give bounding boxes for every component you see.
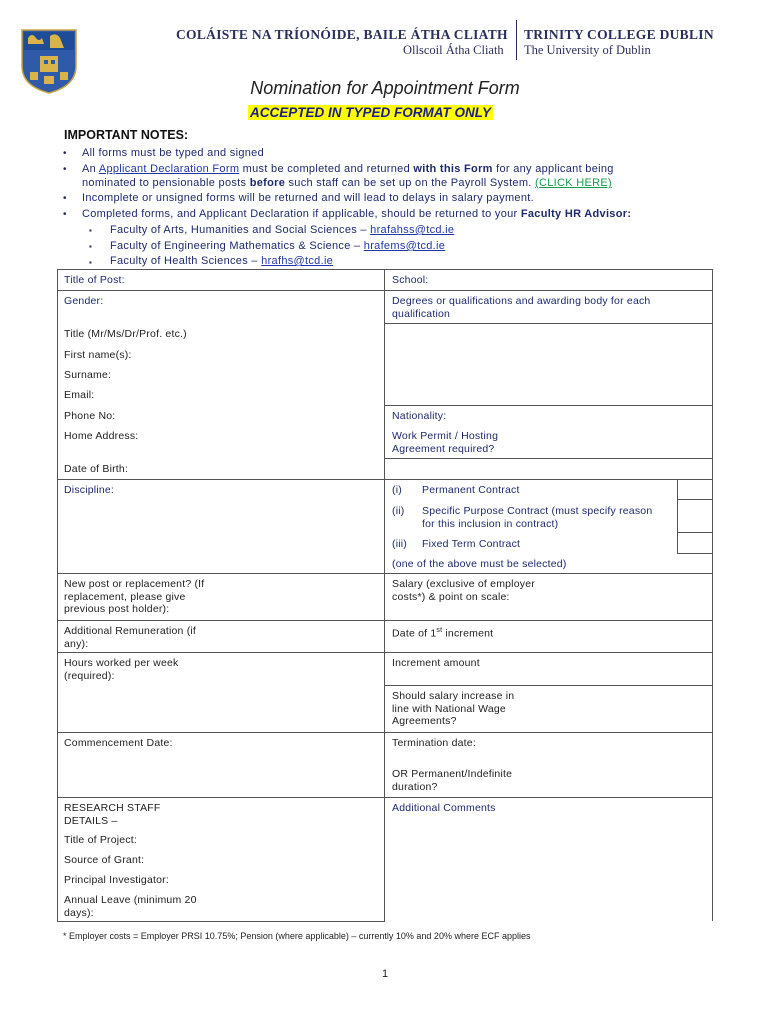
applicant-declaration-link[interactable]: Applicant Declaration Form: [98, 163, 240, 175]
important-notes-heading: IMPORTANT NOTES:: [64, 128, 189, 142]
home-address-label: Home Address:: [64, 430, 139, 442]
note-submit: Completed forms, and Applicant Declaration if applicable, should be returned to your Faculty HR Advisor:: [82, 208, 632, 220]
page-title: Nomination for Appointment Form: [250, 78, 520, 98]
page-number: 1: [381, 968, 389, 980]
note-declaration-cont: nominated to pensionable posts before such staff can be set up on the Payroll System. (CLICK HERE): [82, 177, 612, 189]
bullet-icon: •: [63, 148, 67, 159]
termination-label: Termination date:: [392, 737, 476, 749]
faculty-hs: Faculty of Health Sciences – hrafhs@tcd.ie: [110, 255, 334, 267]
project-title-label: Title of Project:: [64, 834, 138, 846]
specific-purpose-label: Specific Purpose Contract (must specify reason for this inclusion in contract): [422, 505, 653, 530]
contract-iii-num: (iii): [392, 538, 407, 550]
gender-label: Gender:: [64, 295, 104, 307]
email-link-hs[interactable]: hrafhs@tcd.ie: [261, 255, 334, 267]
contract-ii-num: (ii): [392, 505, 405, 517]
permanent-contract-label: Permanent Contract: [422, 484, 520, 496]
bullet-icon: •: [63, 209, 67, 220]
research-staff-label: RESEARCH STAFF DETAILS –: [64, 802, 161, 827]
typed-format-notice: ACCEPTED IN TYPED FORMAT ONLY: [250, 105, 492, 120]
note-typed-signed: All forms must be typed and signed: [82, 147, 265, 159]
annual-leave-label: Annual Leave (minimum 20 days):: [64, 894, 197, 919]
additional-comments-label: Additional Comments: [392, 802, 496, 814]
contract-i-num: (i): [392, 484, 402, 496]
title-of-post-label: Title of Post:: [64, 274, 125, 286]
irish-college-name: COLÁISTE NA TRÍONÓIDE, BAILE ÁTHA CLIATH: [176, 27, 508, 42]
commencement-label: Commencement Date:: [64, 737, 173, 749]
faculty-ahss: Faculty of Arts, Humanities and Social Sciences – hrafahss@tcd.ie: [110, 224, 455, 236]
bullet-icon: •: [63, 193, 67, 204]
checkbox-specific-purpose[interactable]: [678, 500, 712, 532]
email-link-ahss[interactable]: hrafahss@tcd.ie: [370, 224, 455, 236]
checkbox-permanent[interactable]: [678, 480, 712, 499]
degrees-label: Degrees or qualifications and awarding body for each qualification: [392, 295, 651, 320]
bullet-icon: ▪: [89, 242, 92, 251]
phone-label: Phone No:: [64, 410, 116, 422]
principal-investigator-label: Principal Investigator:: [64, 874, 169, 886]
surname-label: Surname:: [64, 369, 112, 381]
salary-label: Salary (exclusive of employer costs*) & point on scale:: [392, 578, 535, 603]
bullet-icon: ▪: [89, 258, 92, 267]
work-permit-label: Work Permit / Hosting Agreement required?: [392, 430, 499, 455]
irish-university-name: Ollscoil Átha Cliath: [403, 43, 504, 57]
english-university-name: The University of Dublin: [524, 43, 651, 57]
header-divider: [516, 20, 517, 60]
email-link-ems[interactable]: hrafems@tcd.ie: [363, 240, 446, 252]
title-label: Title (Mr/Ms/Dr/Prof. etc.): [64, 328, 187, 340]
select-one-note: (one of the above must be selected): [392, 558, 567, 570]
bullet-icon: ▪: [89, 226, 92, 235]
discipline-label: Discipline:: [64, 484, 115, 496]
first-names-label: First name(s):: [64, 349, 132, 361]
hours-label: Hours worked per week (required):: [64, 657, 179, 682]
first-increment-label: Date of 1st increment: [392, 627, 494, 640]
school-label: School:: [392, 274, 429, 286]
email-label: Email:: [64, 389, 95, 401]
bullet-icon: •: [63, 164, 67, 175]
permanent-indefinite-label: OR Permanent/Indefinite duration?: [392, 768, 513, 793]
increment-amount-label: Increment amount: [392, 657, 480, 669]
national-wage-label: Should salary increase in line with National Wage Agreements?: [392, 690, 515, 727]
additional-remuneration-label: Additional Remuneration (if any):: [64, 625, 197, 650]
english-college-name: TRINITY COLLEGE DUBLIN: [524, 27, 714, 42]
note-incomplete: Incomplete or unsigned forms will be returned and will lead to delays in salary payment.: [82, 192, 534, 204]
click-here-link[interactable]: (CLICK HERE): [535, 177, 612, 189]
note-declaration: An Applicant Declaration Form must be completed and returned with this Form for any applicant being: [82, 163, 614, 175]
new-post-label: New post or replacement? (If replacement, please give previous post holder):: [64, 578, 205, 615]
nationality-label: Nationality:: [392, 410, 447, 422]
dob-label: Date of Birth:: [64, 463, 129, 475]
grant-source-label: Source of Grant:: [64, 854, 145, 866]
faculty-ems: Faculty of Engineering Mathematics & Science – hrafems@tcd.ie: [110, 240, 446, 252]
fixed-term-label: Fixed Term Contract: [422, 538, 521, 550]
checkbox-fixed-term[interactable]: [678, 533, 712, 553]
employer-costs-footnote: * Employer costs = Employer PRSI 10.75%; Pension (where applicable) – currently 10% and 20% where ECF applies: [63, 931, 531, 941]
